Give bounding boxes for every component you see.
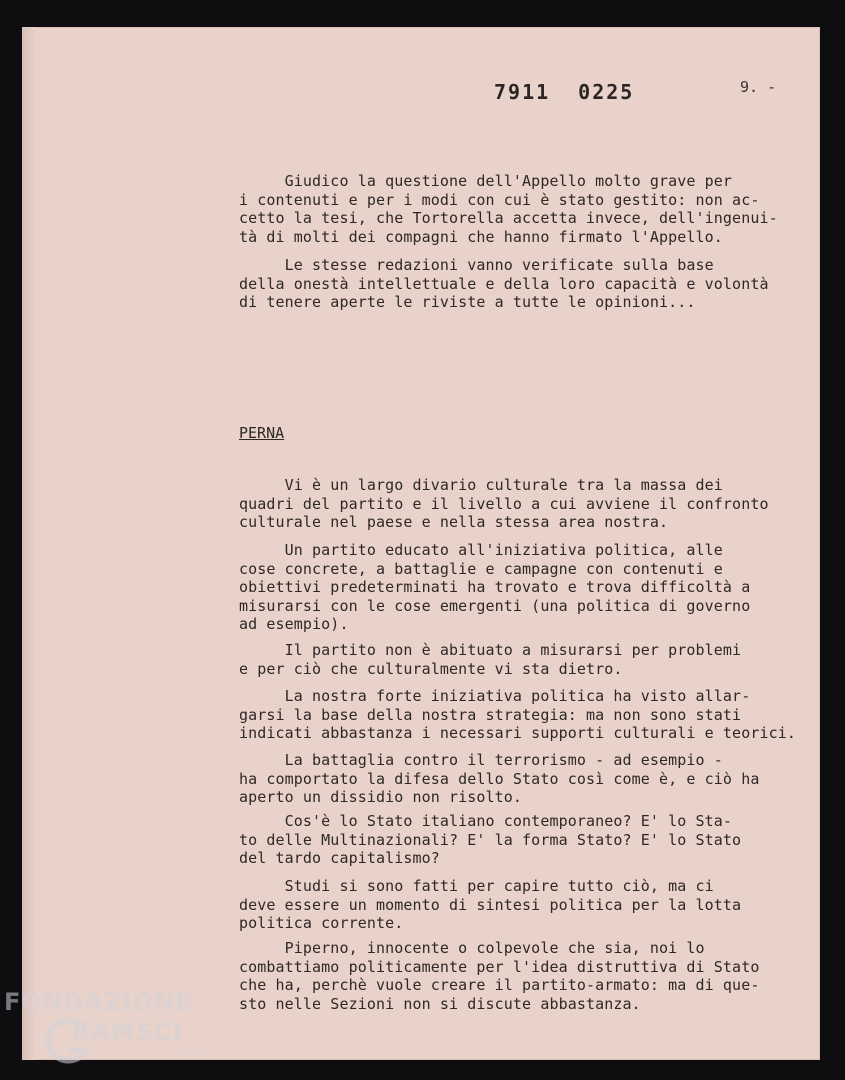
paragraph-perna-4: La nostra forte iniziativa politica ha visto allar- garsi la base della nostra strategia: ma non sono stati indicati abbastanza i necessari supporti culturali e teorici. (239, 687, 796, 742)
paragraph-perna-2: Un partito educato all'iniziativa politica, alle cose concrete, a battaglie e campagne con contenuti e obiettivi predeterminati ha trovato e trova difficoltà a misurarsi con le cose emergenti (una politica di governo ad esempio). (239, 541, 751, 633)
speaker-name: PERNA (239, 424, 285, 442)
watermark-line1: FONDAZIONE (4, 988, 193, 1016)
page-number: 9. - (740, 78, 777, 96)
paragraph-intro-1: Giudico la questione dell'Appello molto grave per i contenuti e per i modi con cui è stato gestito: non ac- cetto la tesi, che Tortorella accetta invece, dell'ingenui- tà di molti dei compagni che hanno firmato l'Appello. (239, 172, 778, 246)
fondazione-gramsci-watermark (4, 988, 214, 1074)
archive-ref-number: 7911 (494, 80, 551, 104)
paragraph-perna-6: Cos'è lo Stato italiano contemporaneo? E' lo Sta- to delle Multinazionali? E' la forma Stato? E' lo Stato del tardo capitalismo? (239, 812, 742, 867)
archive-reference (494, 80, 662, 104)
page-edge-shadow (22, 27, 36, 1060)
paragraph-perna-3: Il partito non è abituato a misurarsi per problemi e per ciò che culturalmente vi sta dietro. (239, 641, 742, 678)
watermark-small: onlus (174, 1048, 201, 1059)
paragraph-perna-8: Piperno, innocente o colpevole che sia, noi lo combattiamo politicamente per l'idea distruttiva di Stato che ha, perchè vuole creare il partito-armato: ma di que- sto nelle Sezioni non si discute abbastanza. (239, 939, 760, 1013)
paragraph-perna-5: La battaglia contro il terrorismo - ad esempio - ha comportato la difesa dello Stato così come è, e ciò ha aperto un dissidio non risolto. (239, 751, 760, 806)
paragraph-perna-1: Vi è un largo divario culturale tra la massa dei quadri del partito e il livello a cui avviene il confronto culturale nel paese e nella stessa area nostra. (239, 476, 769, 531)
watermark-line2: RAMSCI (72, 1018, 183, 1046)
paragraph-intro-2: Le stesse redazioni vanno verificate sulla base della onestà intellettuale e della loro capacità e volontà di tenere aperte le riviste a tutte le opinioni... (239, 256, 769, 311)
paragraph-perna-7: Studi si sono fatti per capire tutto ciò, ma ci deve essere un momento di sintesi politica per la lotta politica corrente. (239, 877, 742, 932)
archive-ref-sequence: 0225 (578, 80, 635, 104)
